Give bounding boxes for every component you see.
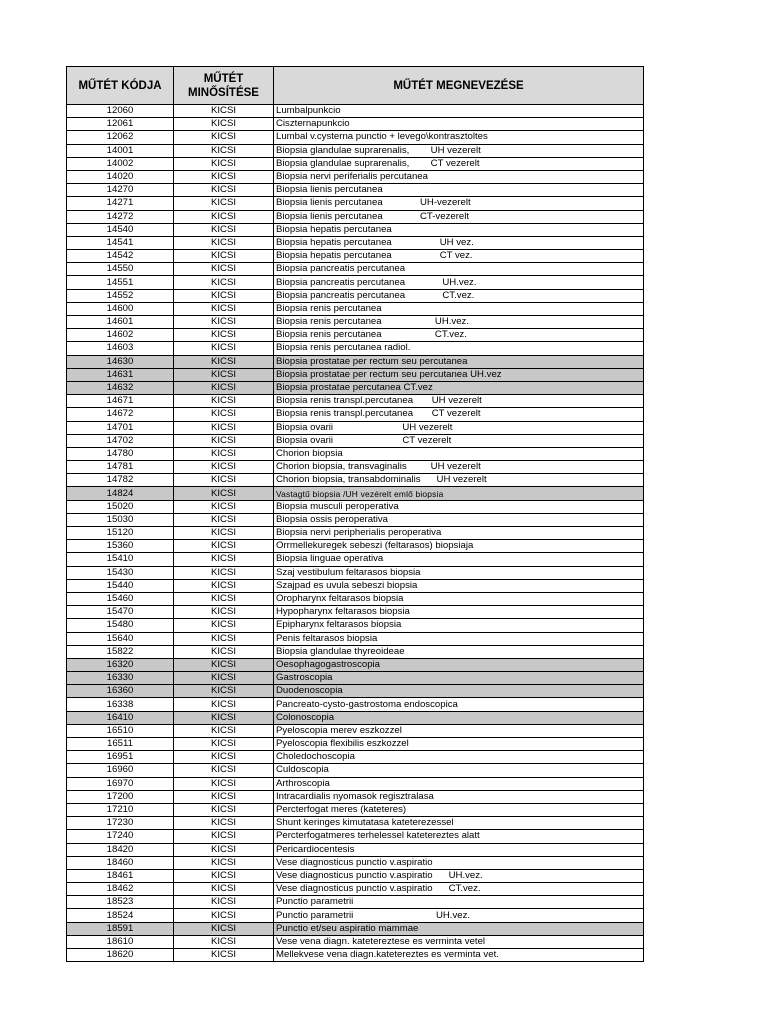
- classification-cell: KICSI: [174, 909, 274, 922]
- name-cell: Biopsia glandulae suprarenalis, UH vezerelt: [274, 144, 644, 157]
- table-row: [67, 513, 644, 526]
- table-row: [67, 302, 644, 315]
- code-cell: 14672: [67, 408, 174, 421]
- name-cell: Vese vena diagn. katetereztese es verminta vetel: [274, 935, 644, 948]
- classification-cell: KICSI: [174, 777, 274, 790]
- table-row: [67, 764, 644, 777]
- name-cell: Hypopharynx feltarasos biopsia: [274, 606, 644, 619]
- table-row: [67, 105, 644, 118]
- name-cell: Szaj vestibulum feltarasos biopsia: [274, 566, 644, 579]
- name-cell: Pericardiocentesis: [274, 843, 644, 856]
- classification-cell: KICSI: [174, 949, 274, 962]
- name-cell: Intracardialis nyomasok regisztralasa: [274, 790, 644, 803]
- name-cell: Percterfogat meres (kateteres): [274, 803, 644, 816]
- name-cell: Biopsia ossis peroperativa: [274, 513, 644, 526]
- table-body: [67, 105, 644, 962]
- name-cell: Vese diagnosticus punctio v.aspiratio UH.vez.: [274, 869, 644, 882]
- code-cell: 15360: [67, 540, 174, 553]
- table-row: [67, 355, 644, 368]
- code-cell: 14541: [67, 236, 174, 249]
- classification-cell: KICSI: [174, 513, 274, 526]
- code-cell: 17230: [67, 817, 174, 830]
- code-cell: 14631: [67, 368, 174, 381]
- name-cell: Pyeloscopia merev eszkozzel: [274, 724, 644, 737]
- name-cell: Vese diagnosticus punctio v.aspiratio CT.vez.: [274, 883, 644, 896]
- classification-cell: KICSI: [174, 856, 274, 869]
- name-cell: Lumbalpunkcio: [274, 105, 644, 118]
- classification-cell: KICSI: [174, 764, 274, 777]
- table-row: [67, 263, 644, 276]
- code-cell: 14002: [67, 157, 174, 170]
- name-cell: Biopsia lienis percutanea: [274, 184, 644, 197]
- table-row: [67, 500, 644, 513]
- classification-cell: KICSI: [174, 896, 274, 909]
- name-cell: Biopsia pancreatis percutanea CT.vez.: [274, 289, 644, 302]
- table-row: [67, 329, 644, 342]
- code-cell: 14780: [67, 447, 174, 460]
- name-cell: Shunt keringes kimutatasa kateterezessel: [274, 817, 644, 830]
- code-cell: 14702: [67, 434, 174, 447]
- table-row: [67, 751, 644, 764]
- classification-cell: KICSI: [174, 276, 274, 289]
- table-row: [67, 157, 644, 170]
- code-cell: 14542: [67, 250, 174, 263]
- table-row: [67, 790, 644, 803]
- table-row: [67, 698, 644, 711]
- classification-cell: KICSI: [174, 724, 274, 737]
- classification-cell: KICSI: [174, 922, 274, 935]
- name-cell: Punctio parametrii UH.vez.: [274, 909, 644, 922]
- name-cell: Penis feltarasos biopsia: [274, 632, 644, 645]
- code-cell: 14630: [67, 355, 174, 368]
- classification-cell: KICSI: [174, 658, 274, 671]
- name-cell: Chorion biopsia, transvaginalis UH vezerelt: [274, 461, 644, 474]
- name-cell: Duodenoscopia: [274, 685, 644, 698]
- classification-cell: KICSI: [174, 368, 274, 381]
- table-row: [67, 434, 644, 447]
- code-cell: 12060: [67, 105, 174, 118]
- header-name: MŰTÉT MEGNEVEZÉSE: [274, 67, 644, 105]
- name-cell: Biopsia prostatae percutanea CT.vez: [274, 381, 644, 394]
- name-cell: Biopsia linguae operativa: [274, 553, 644, 566]
- name-cell: Biopsia renis percutanea radiol.: [274, 342, 644, 355]
- classification-cell: KICSI: [174, 461, 274, 474]
- classification-cell: KICSI: [174, 803, 274, 816]
- code-cell: 14602: [67, 329, 174, 342]
- name-cell: Vastagtű biopsia /UH vezérelt emlő biopsia: [274, 487, 644, 500]
- classification-cell: KICSI: [174, 632, 274, 645]
- classification-cell: KICSI: [174, 263, 274, 276]
- name-cell: Szajpad es uvula sebeszi biopsia: [274, 579, 644, 592]
- table-row: [67, 632, 644, 645]
- classification-cell: KICSI: [174, 698, 274, 711]
- code-cell: 16360: [67, 685, 174, 698]
- table-row: [67, 817, 644, 830]
- classification-cell: KICSI: [174, 144, 274, 157]
- table-row: [67, 250, 644, 263]
- code-cell: 18460: [67, 856, 174, 869]
- code-cell: 14601: [67, 316, 174, 329]
- classification-cell: KICSI: [174, 540, 274, 553]
- table-row: [67, 738, 644, 751]
- classification-cell: KICSI: [174, 289, 274, 302]
- classification-cell: KICSI: [174, 105, 274, 118]
- header-row: [67, 67, 644, 105]
- table-row: [67, 395, 644, 408]
- table-row: [67, 540, 644, 553]
- table-row: [67, 724, 644, 737]
- code-cell: 18420: [67, 843, 174, 856]
- table-row: [67, 553, 644, 566]
- code-cell: 16410: [67, 711, 174, 724]
- classification-cell: KICSI: [174, 355, 274, 368]
- code-cell: 14020: [67, 170, 174, 183]
- classification-cell: KICSI: [174, 566, 274, 579]
- name-cell: Mellekvese vena diagn.katetereztes es verminta vet.: [274, 949, 644, 962]
- table-row: [67, 276, 644, 289]
- name-cell: Punctio parametrii: [274, 896, 644, 909]
- code-cell: 16330: [67, 672, 174, 685]
- name-cell: Biopsia prostatae per rectum seu percutanea: [274, 355, 644, 368]
- classification-cell: KICSI: [174, 210, 274, 223]
- table-row: [67, 461, 644, 474]
- code-cell: 16320: [67, 658, 174, 671]
- classification-cell: KICSI: [174, 381, 274, 394]
- code-cell: 15410: [67, 553, 174, 566]
- code-cell: 14600: [67, 302, 174, 315]
- table-row: [67, 421, 644, 434]
- table-row: [67, 527, 644, 540]
- table-row: [67, 896, 644, 909]
- name-cell: Pyeloscopia flexibilis eszkozzel: [274, 738, 644, 751]
- table-row: [67, 935, 644, 948]
- classification-cell: KICSI: [174, 329, 274, 342]
- table-row: [67, 474, 644, 487]
- name-cell: Orrmellekuregek sebeszi (feltarasos) biopsiaja: [274, 540, 644, 553]
- name-cell: Biopsia hepatis percutanea UH vez.: [274, 236, 644, 249]
- classification-cell: KICSI: [174, 250, 274, 263]
- classification-cell: KICSI: [174, 830, 274, 843]
- code-cell: 12061: [67, 118, 174, 131]
- classification-cell: KICSI: [174, 131, 274, 144]
- name-cell: Epipharynx feltarasos biopsia: [274, 619, 644, 632]
- name-cell: Oropharynx feltarasos biopsia: [274, 592, 644, 605]
- code-cell: 14671: [67, 395, 174, 408]
- name-cell: Percterfogatmeres terhelessel katetereztes alatt: [274, 830, 644, 843]
- code-cell: 17240: [67, 830, 174, 843]
- table-row: [67, 869, 644, 882]
- classification-cell: KICSI: [174, 606, 274, 619]
- classification-cell: KICSI: [174, 817, 274, 830]
- header-classification-line2: MINŐSÍTÉSE: [188, 86, 259, 99]
- name-cell: Biopsia nervi periferialis percutanea: [274, 170, 644, 183]
- classification-cell: KICSI: [174, 447, 274, 460]
- name-cell: Biopsia lienis percutanea UH-vezerelt: [274, 197, 644, 210]
- code-cell: 15440: [67, 579, 174, 592]
- classification-cell: KICSI: [174, 197, 274, 210]
- code-cell: 15470: [67, 606, 174, 619]
- name-cell: Chorion biopsia, transabdominalis UH vezerelt: [274, 474, 644, 487]
- name-cell: Biopsia prostatae per rectum seu percutanea UH.vez: [274, 368, 644, 381]
- table-row: [67, 210, 644, 223]
- classification-cell: KICSI: [174, 157, 274, 170]
- classification-cell: KICSI: [174, 553, 274, 566]
- name-cell: Biopsia glandulae thyreoideae: [274, 645, 644, 658]
- table-row: [67, 658, 644, 671]
- classification-cell: KICSI: [174, 738, 274, 751]
- name-cell: Gastroscopia: [274, 672, 644, 685]
- name-cell: Biopsia nervi peripherialis peroperativa: [274, 527, 644, 540]
- classification-cell: KICSI: [174, 408, 274, 421]
- code-cell: 15020: [67, 500, 174, 513]
- table-row: [67, 381, 644, 394]
- table-row: [67, 289, 644, 302]
- code-cell: 18610: [67, 935, 174, 948]
- code-cell: 14632: [67, 381, 174, 394]
- name-cell: Biopsia renis percutanea UH.vez.: [274, 316, 644, 329]
- table-row: [67, 711, 644, 724]
- table-row: [67, 685, 644, 698]
- name-cell: Biopsia pancreatis percutanea: [274, 263, 644, 276]
- table-row: [67, 197, 644, 210]
- code-cell: 15120: [67, 527, 174, 540]
- code-cell: 14551: [67, 276, 174, 289]
- name-cell: Biopsia renis percutanea CT.vez.: [274, 329, 644, 342]
- name-cell: Biopsia musculi peroperativa: [274, 500, 644, 513]
- classification-cell: KICSI: [174, 592, 274, 605]
- code-cell: 18462: [67, 883, 174, 896]
- code-cell: 16960: [67, 764, 174, 777]
- name-cell: Culdoscopia: [274, 764, 644, 777]
- code-cell: 16338: [67, 698, 174, 711]
- table-row: [67, 856, 644, 869]
- code-cell: 16510: [67, 724, 174, 737]
- code-cell: 14271: [67, 197, 174, 210]
- name-cell: Biopsia renis transpl.percutanea UH vezerelt: [274, 395, 644, 408]
- name-cell: Biopsia ovarii UH vezerelt: [274, 421, 644, 434]
- code-cell: 15480: [67, 619, 174, 632]
- table-row: [67, 619, 644, 632]
- table-row: [67, 645, 644, 658]
- code-cell: 15460: [67, 592, 174, 605]
- name-cell: Biopsia renis percutanea: [274, 302, 644, 315]
- code-cell: 16511: [67, 738, 174, 751]
- classification-cell: KICSI: [174, 184, 274, 197]
- table-row: [67, 803, 644, 816]
- table-row: [67, 236, 644, 249]
- code-cell: 12062: [67, 131, 174, 144]
- table-row: [67, 144, 644, 157]
- table-row: [67, 223, 644, 236]
- code-cell: 17200: [67, 790, 174, 803]
- classification-cell: KICSI: [174, 685, 274, 698]
- table-row: [67, 777, 644, 790]
- name-cell: Biopsia hepatis percutanea: [274, 223, 644, 236]
- code-cell: 15430: [67, 566, 174, 579]
- name-cell: Biopsia glandulae suprarenalis, CT vezerelt: [274, 157, 644, 170]
- classification-cell: KICSI: [174, 711, 274, 724]
- classification-cell: KICSI: [174, 751, 274, 764]
- name-cell: Oesophagogastroscopia: [274, 658, 644, 671]
- table-row: [67, 170, 644, 183]
- name-cell: Chorion biopsia: [274, 447, 644, 460]
- code-cell: 18523: [67, 896, 174, 909]
- classification-cell: KICSI: [174, 316, 274, 329]
- table-row: [67, 949, 644, 962]
- code-cell: 18591: [67, 922, 174, 935]
- name-cell: Vese diagnosticus punctio v.aspiratio: [274, 856, 644, 869]
- table-row: [67, 579, 644, 592]
- table-row: [67, 487, 644, 500]
- classification-cell: KICSI: [174, 500, 274, 513]
- code-cell: 14824: [67, 487, 174, 500]
- name-cell: Ciszternapunkcio: [274, 118, 644, 131]
- classification-cell: KICSI: [174, 223, 274, 236]
- table-row: [67, 830, 644, 843]
- classification-cell: KICSI: [174, 790, 274, 803]
- classification-cell: KICSI: [174, 118, 274, 131]
- table-row: [67, 368, 644, 381]
- code-cell: 16951: [67, 751, 174, 764]
- table-row: [67, 447, 644, 460]
- code-cell: 14603: [67, 342, 174, 355]
- table-row: [67, 922, 644, 935]
- classification-cell: KICSI: [174, 869, 274, 882]
- code-cell: 14782: [67, 474, 174, 487]
- classification-cell: KICSI: [174, 619, 274, 632]
- header-classification: [174, 67, 274, 105]
- code-cell: 16970: [67, 777, 174, 790]
- code-cell: 14001: [67, 144, 174, 157]
- name-cell: Biopsia renis transpl.percutanea CT vezerelt: [274, 408, 644, 421]
- classification-cell: KICSI: [174, 843, 274, 856]
- code-cell: 18620: [67, 949, 174, 962]
- classification-cell: KICSI: [174, 579, 274, 592]
- classification-cell: KICSI: [174, 434, 274, 447]
- table-row: [67, 118, 644, 131]
- table-row: [67, 131, 644, 144]
- classification-cell: KICSI: [174, 935, 274, 948]
- classification-cell: KICSI: [174, 487, 274, 500]
- table-row: [67, 672, 644, 685]
- code-cell: 14552: [67, 289, 174, 302]
- code-cell: 18524: [67, 909, 174, 922]
- procedure-table: [66, 66, 644, 962]
- classification-cell: KICSI: [174, 527, 274, 540]
- classification-cell: KICSI: [174, 236, 274, 249]
- table-row: [67, 592, 644, 605]
- table-row: [67, 342, 644, 355]
- classification-cell: KICSI: [174, 302, 274, 315]
- header-code: MŰTÉT KÓDJA: [67, 67, 174, 105]
- table-row: [67, 843, 644, 856]
- classification-cell: KICSI: [174, 883, 274, 896]
- code-cell: 15822: [67, 645, 174, 658]
- classification-cell: KICSI: [174, 421, 274, 434]
- name-cell: Choledochoscopia: [274, 751, 644, 764]
- table-row: [67, 408, 644, 421]
- classification-cell: KICSI: [174, 672, 274, 685]
- table-row: [67, 184, 644, 197]
- name-cell: Arthroscopia: [274, 777, 644, 790]
- name-cell: Colonoscopia: [274, 711, 644, 724]
- table-row: [67, 883, 644, 896]
- code-cell: 15030: [67, 513, 174, 526]
- table-row: [67, 566, 644, 579]
- name-cell: Biopsia lienis percutanea CT-vezerelt: [274, 210, 644, 223]
- name-cell: Biopsia pancreatis percutanea UH.vez.: [274, 276, 644, 289]
- table-row: [67, 909, 644, 922]
- code-cell: 18461: [67, 869, 174, 882]
- code-cell: 14701: [67, 421, 174, 434]
- code-cell: 14540: [67, 223, 174, 236]
- table-row: [67, 316, 644, 329]
- classification-cell: KICSI: [174, 170, 274, 183]
- code-cell: 14781: [67, 461, 174, 474]
- name-cell: Pancreato-cysto-gastrostoma endoscopica: [274, 698, 644, 711]
- classification-cell: KICSI: [174, 645, 274, 658]
- code-cell: 17210: [67, 803, 174, 816]
- code-cell: 14550: [67, 263, 174, 276]
- code-cell: 14272: [67, 210, 174, 223]
- name-cell: Lumbal v.cysterna punctio + levego\kontrasztoltes: [274, 131, 644, 144]
- name-cell: Punctio et/seu aspiratio mammae: [274, 922, 644, 935]
- code-cell: 14270: [67, 184, 174, 197]
- classification-cell: KICSI: [174, 474, 274, 487]
- classification-cell: KICSI: [174, 342, 274, 355]
- header-classification-line1: MŰTÉT: [203, 72, 244, 85]
- name-cell: Biopsia ovarii CT vezerelt: [274, 434, 644, 447]
- code-cell: 15640: [67, 632, 174, 645]
- name-cell: Biopsia hepatis percutanea CT vez.: [274, 250, 644, 263]
- table-row: [67, 606, 644, 619]
- classification-cell: KICSI: [174, 395, 274, 408]
